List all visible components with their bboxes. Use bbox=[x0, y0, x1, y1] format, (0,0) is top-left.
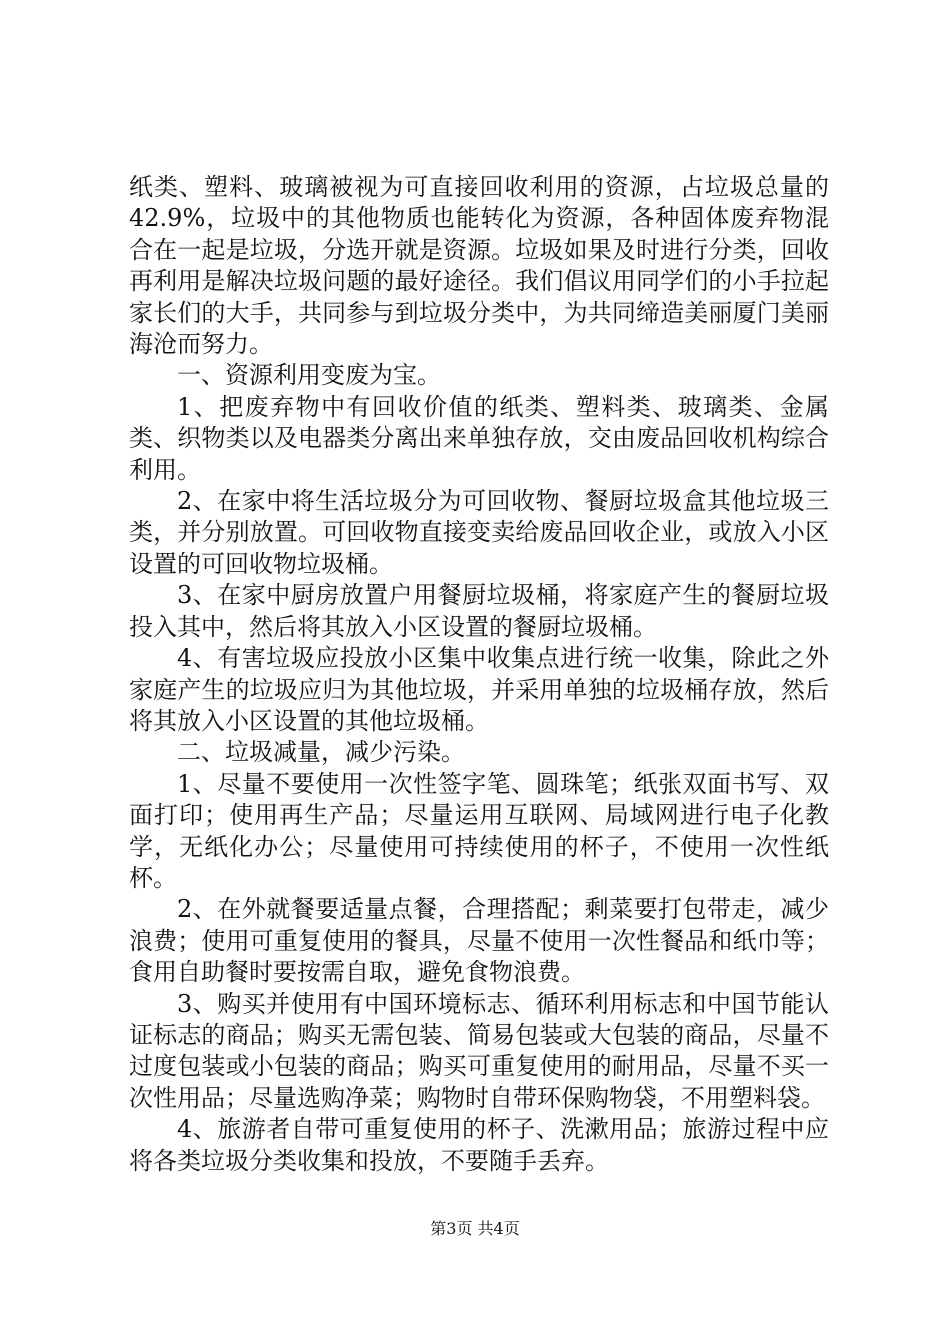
section-heading-2: 二、垃圾减量，减少污染。 bbox=[177, 738, 465, 767]
paragraph-2-4: 4、旅游者自带可重复使用的杯子、洗漱用品；旅游过程中应将各类垃圾分类收集和投放，不要随手丢弃。 bbox=[129, 1115, 829, 1175]
page-number-footer: 第3页 共4页 bbox=[430, 1219, 520, 1238]
paragraph-2-2: 2、在外就餐要适量点餐，合理搭配；剩菜要打包带走，减少浪费；使用可重复使用的餐具，尽量不使用一次性餐品和纸巾等；食用自助餐时要按需自取，避免食物浪费。 bbox=[129, 895, 829, 987]
paragraph-1-1: 1、把废弃物中有回收价值的纸类、塑料类、玻璃类、金属类、织物类以及电器类分离出来单独存放，交由废品回收机构综合利用。 bbox=[129, 392, 829, 484]
paragraph-2-1: 1、尽量不要使用一次性签字笔、圆珠笔；纸张双面书写、双面打印；使用再生产品；尽量运用互联网、局域网进行电子化教学，无纸化办公；尽量使用可持续使用的杯子，不使用一次性纸杯。 bbox=[129, 769, 829, 892]
paragraph-1-2: 2、在家中将生活垃圾分为可回收物、餐厨垃圾盒其他垃圾三类，并分别放置。可回收物直接变卖给废品回收企业，或放入小区设置的可回收物垃圾桶。 bbox=[129, 487, 829, 578]
paragraph-2-3: 3、购买并使用有中国环境标志、循环利用标志和中国节能认证标志的商品；购买无需包装、简易包装或大包装的商品，尽量不过度包装或小包装的商品；购买可重复使用的耐用品，尽量不买一次性用品；尽量选购净菜；购物时自带环保购物袋，不用塑料袋。 bbox=[129, 989, 829, 1112]
document-body bbox=[129, 172, 829, 1177]
paragraph-1-3: 3、在家中厨房放置户用餐厨垃圾桶，将家庭产生的餐厨垃圾投入其中，然后将其放入小区设置的餐厨垃圾桶。 bbox=[129, 581, 829, 641]
paragraph-1-4: 4、有害垃圾应投放小区集中收集点进行统一收集，除此之外家庭产生的垃圾应归为其他垃圾，并采用单独的垃圾桶存放，然后将其放入小区设置的其他垃圾桶。 bbox=[129, 644, 829, 735]
paragraph-intro: 纸类、塑料、玻璃被视为可直接回收利用的资源，占垃圾总量的42.9%，垃圾中的其他物质也能转化为资源，各种固体废弃物混合在一起是垃圾，分选开就是资源。垃圾如果及时进行分类，回收再利用是解决垃圾问题的最好途径。我们倡议用同学们的小手拉起家长们的大手，共同参与到垃圾分类中，为共同缔造美丽厦门美丽海沧而努力。 bbox=[129, 173, 829, 359]
section-heading-1: 一、资源利用变废为宝。 bbox=[177, 361, 441, 390]
